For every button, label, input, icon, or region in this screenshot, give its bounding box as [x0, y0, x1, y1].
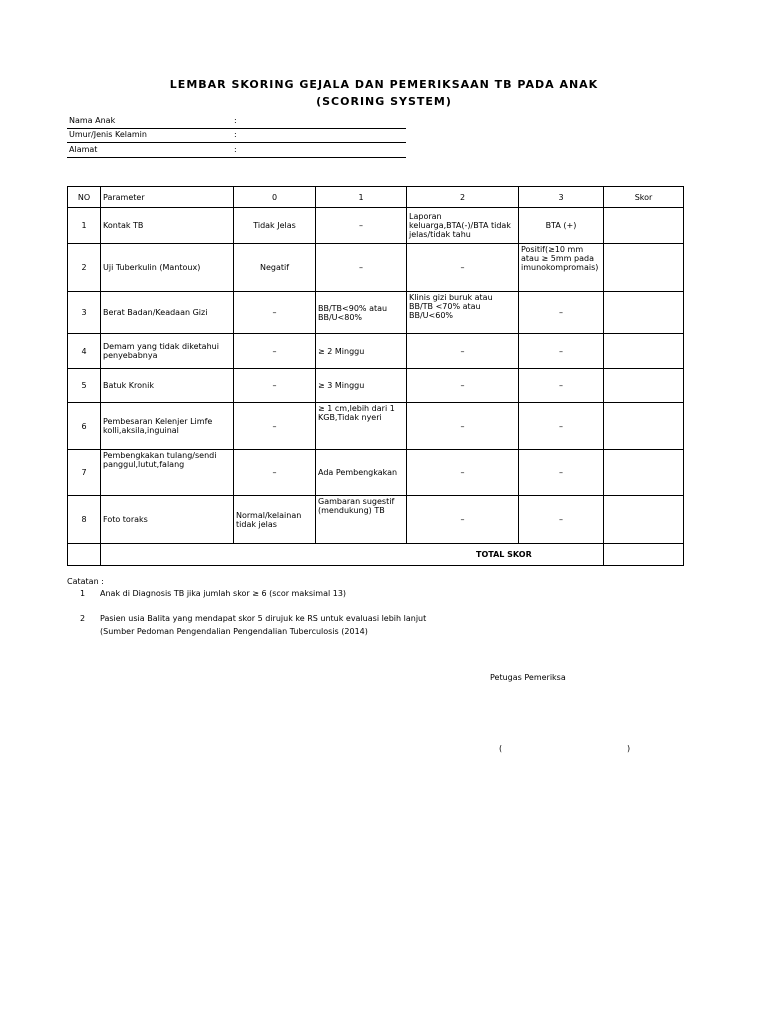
note-number: 1	[80, 589, 86, 598]
row-parameter: Demam yang tidak diketahui penyebabnya	[101, 334, 234, 369]
row-no: 4	[68, 334, 101, 369]
row-skor-input[interactable]	[604, 403, 684, 450]
document-subtitle: (SCORING SYSTEM)	[316, 95, 452, 108]
row-parameter: Pembengkakan tulang/sendi panggul,lutut,falang	[101, 450, 234, 496]
row-parameter: Pembesaran Kelenjer Limfe kolli,aksila,inguinal	[101, 403, 234, 450]
row-score-2: –	[407, 334, 519, 369]
table-row	[68, 292, 684, 334]
header-score-0: 0	[234, 187, 316, 208]
row-score-2: –	[407, 403, 519, 450]
row-score-0: Normal/kelainan tidak jelas	[234, 496, 316, 544]
row-score-3: –	[519, 334, 604, 369]
row-parameter: Foto toraks	[101, 496, 234, 544]
identity-label: Umur/Jenis Kelamin	[69, 130, 147, 139]
row-parameter: Berat Badan/Keadaan Gizi	[101, 292, 234, 334]
header-parameter: Parameter	[101, 187, 234, 208]
row-skor-input[interactable]	[604, 292, 684, 334]
row-no: 8	[68, 496, 101, 544]
row-parameter: Uji Tuberkulin (Mantoux)	[101, 244, 234, 292]
table-total-row	[68, 544, 684, 566]
total-skor-label: TOTAL SKOR	[101, 544, 604, 566]
row-score-0: –	[234, 450, 316, 496]
identity-row-address	[67, 143, 406, 158]
row-score-2: –	[407, 450, 519, 496]
identity-label: Alamat	[69, 145, 98, 154]
document-title: LEMBAR SKORING GEJALA DAN PEMERIKSAAN TB PADA ANAK	[169, 78, 599, 91]
row-score-3: –	[519, 369, 604, 403]
row-score-1: ≥ 2 Minggu	[316, 334, 407, 369]
row-score-3: –	[519, 292, 604, 334]
header-score-3: 3	[519, 187, 604, 208]
row-no: 3	[68, 292, 101, 334]
row-score-1: Ada Pembengkakan	[316, 450, 407, 496]
row-score-1: Gambaran sugestif (mendukung) TB	[316, 496, 407, 544]
row-skor-input[interactable]	[604, 496, 684, 544]
row-score-3: –	[519, 403, 604, 450]
table-row	[68, 244, 684, 292]
row-no: 6	[68, 403, 101, 450]
row-score-2: Laporan keluarga,BTA(-)/BTA tidak jelas/tidak tahu	[407, 208, 519, 244]
row-score-1: ≥ 1 cm,lebih dari 1 KGB,Tidak nyeri	[316, 403, 407, 450]
row-score-1: ≥ 3 Minggu	[316, 369, 407, 403]
header-score-2: 2	[407, 187, 519, 208]
row-score-0: Negatif	[234, 244, 316, 292]
row-skor-input[interactable]	[604, 369, 684, 403]
identity-colon: :	[234, 116, 237, 125]
identity-row-age-gender	[67, 128, 406, 143]
row-score-1: –	[316, 208, 407, 244]
row-score-0: –	[234, 292, 316, 334]
table-header-row	[68, 187, 684, 208]
scoring-table	[67, 186, 684, 566]
signature-open-paren: (	[499, 744, 503, 753]
row-score-2: –	[407, 369, 519, 403]
table-row	[68, 403, 684, 450]
row-score-2: –	[407, 244, 519, 292]
header-score-1: 1	[316, 187, 407, 208]
header-skor: Skor	[604, 187, 684, 208]
row-score-0: –	[234, 403, 316, 450]
row-score-1: –	[316, 244, 407, 292]
identity-colon: :	[234, 145, 237, 154]
identity-colon: :	[234, 130, 237, 139]
header-no: NO	[68, 187, 101, 208]
table-row	[68, 208, 684, 244]
signature-label: Petugas Pemeriksa	[490, 673, 566, 682]
row-no: 1	[68, 208, 101, 244]
total-empty-cell	[68, 544, 101, 566]
table-row	[68, 369, 684, 403]
row-skor-input[interactable]	[604, 450, 684, 496]
notes-heading: Catatan :	[67, 577, 104, 586]
row-no: 7	[68, 450, 101, 496]
row-score-3: BTA (+)	[519, 208, 604, 244]
total-skor-input[interactable]	[604, 544, 684, 566]
row-skor-input[interactable]	[604, 334, 684, 369]
table-row	[68, 450, 684, 496]
identity-label: Nama Anak	[69, 116, 116, 125]
row-parameter: Batuk Kronik	[101, 369, 234, 403]
row-skor-input[interactable]	[604, 244, 684, 292]
note-text: Pasien usia Balita yang mendapat skor 5 dirujuk ke RS untuk evaluasi lebih lanjut	[100, 614, 427, 623]
row-skor-input[interactable]	[604, 208, 684, 244]
signature-close-paren: )	[627, 744, 631, 753]
note-number: 2	[80, 614, 86, 623]
table-row	[68, 496, 684, 544]
identity-row-name	[67, 114, 406, 129]
row-score-3: –	[519, 496, 604, 544]
row-no: 2	[68, 244, 101, 292]
row-score-0: –	[234, 334, 316, 369]
note-text: Anak di Diagnosis TB jika jumlah skor ≥ 6 (scor maksimal 13)	[100, 589, 347, 598]
row-parameter: Kontak TB	[101, 208, 234, 244]
row-score-2: –	[407, 496, 519, 544]
table-row	[68, 334, 684, 369]
row-score-0: –	[234, 369, 316, 403]
row-no: 5	[68, 369, 101, 403]
row-score-2: Klinis gizi buruk atau BB/TB <70% atau BB/U<60%	[407, 292, 519, 334]
note-source: (Sumber Pedoman Pengendalian Pengendalian Tuberculosis (2014)	[100, 627, 368, 636]
row-score-3: Positif(≥10 mm atau ≥ 5mm pada imunokompromais)	[519, 244, 604, 292]
row-score-0: Tidak Jelas	[234, 208, 316, 244]
row-score-1: BB/TB<90% atau BB/U<80%	[316, 292, 407, 334]
row-score-3: –	[519, 450, 604, 496]
